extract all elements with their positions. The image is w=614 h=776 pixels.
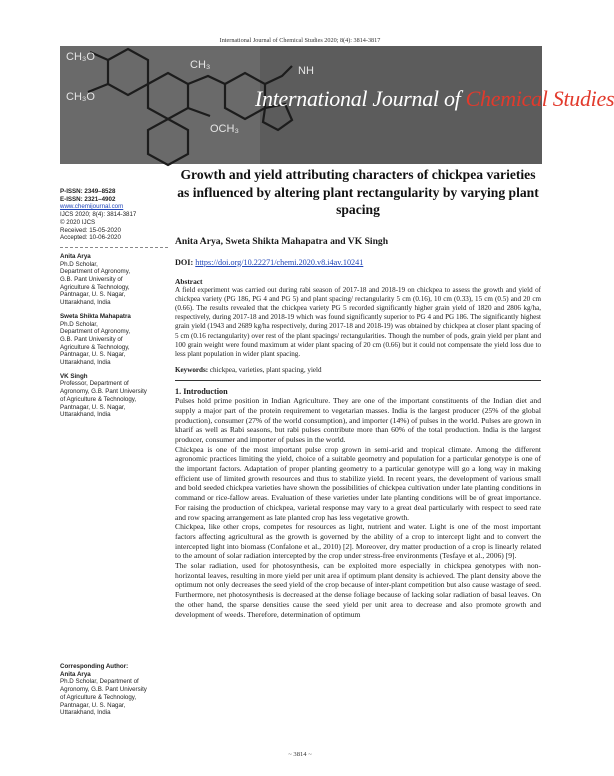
keywords-text: chickpea, varieties, plant spacing, yield	[209, 366, 322, 375]
author-affiliation: Department of Agronomy,	[60, 328, 131, 336]
corresponding-affiliation: Ph.D Scholar, Department of	[60, 678, 139, 686]
keywords-label: Keywords:	[175, 366, 209, 375]
body-paragraph: Chickpea is one of the most important pulse crop grown in semi-arid and tropical climate. Among the different agronomic practices limiting the yield, choice of a suitable geometry and population for a particular genotype is one of the important factors. Adaptation of proper planting geometry to a particular genotype will go a long way in making efficient use of limited growth resources and thus to stabilize yield. In recent years, the development of various small and bold seeded chickpea varieties have shown the possibilities of chickpea cultivation under late planting conditions in command or rice-fallow areas. Evaluation of these varieties under late planting conditions will be of great importance. For raising the production of chickpea, varietal response may vary to a great deal particularly with respect to seed rate and row spacing arrangement as late planted crop has less vegetative growth.	[175, 444, 541, 522]
journal-header-line: International Journal of Chemical Studies 2020; 8(4): 3814-3817	[219, 37, 381, 44]
abstract-heading: Abstract	[175, 276, 203, 286]
corresponding-author	[60, 663, 168, 717]
doi-link[interactable]: https://doi.org/10.22271/chemi.2020.v8.i4av.10241	[195, 257, 364, 267]
body-paragraph: Pulses hold prime position in Indian Agriculture. They are one of the important constituents of the Indian diet and supply a major part of the protein requirement to vegetarian masses. India is the largest producer (25% of the global production), consumer (27% of the world consumption), and importer (14%) of pulses in the world. Pulses are grown in kharif as well as Rabi seasons, but rabi pulses contribute more than 60% of the total production. India is the largest producer, consumer and importer of pulses in the world.	[175, 396, 541, 444]
corresponding-affiliation: Pantnagar, U. S. Nagar,	[60, 701, 126, 709]
keywords-line	[175, 366, 541, 374]
article-main	[175, 166, 541, 619]
author-affiliation: Agriculture & Technology,	[60, 343, 130, 351]
corresponding-affiliation: of Agriculture & Technology,	[60, 693, 137, 701]
article-authors: Anita Arya, Sweta Shikta Mahapatra and VK Singh	[175, 235, 389, 247]
corresponding-heading: Corresponding Author:	[60, 663, 129, 670]
doi-line	[175, 258, 541, 267]
formula-label: OCH₃	[210, 123, 239, 135]
doi-label: DOI:	[175, 257, 194, 267]
banner-title-main: International Journal of	[255, 86, 466, 111]
author-affiliation: Pantnagar, U. S. Nagar,	[60, 351, 126, 359]
author-affiliation: Professor, Department of	[60, 380, 129, 388]
copyright: © 2020 IJCS	[60, 218, 96, 226]
eissn: E-ISSN: 2321–4902	[60, 195, 116, 203]
author-affiliation: Uttarakhand, India	[60, 359, 111, 367]
corresponding-name: Anita Arya	[60, 670, 91, 678]
article-title: Growth and yield attributing characters of chickpea varieties as influenced by altering plant rectangularity by varying plant spacing	[177, 167, 539, 217]
pissn: P-ISSN: 2349–8528	[60, 188, 116, 195]
formula-label: CH₃	[190, 59, 211, 71]
author-affiliation: Pantnagar, U. S. Nagar,	[60, 291, 126, 299]
website-link[interactable]: www.chemijournal.com	[60, 203, 124, 211]
author-affiliation: Agriculture & Technology,	[60, 283, 130, 291]
ijcs-volume: IJCS 2020; 8(4): 3814-3817	[60, 211, 137, 219]
received-date: Received: 15-05-2020	[60, 226, 121, 234]
page-number: ~ 3814 ~	[288, 751, 312, 758]
introduction-heading: 1. Introduction	[175, 387, 228, 397]
journal-banner	[60, 46, 614, 164]
formula-label: CH₃O	[66, 51, 95, 63]
author-affiliation: Uttarakhand, India	[60, 299, 111, 307]
body-paragraph: The solar radiation, used for photosynthesis, can be exploited more especially in chickpea genotypes with non-horizontal leaves, resulting in more yield per unit area if optimum plant density is achieved. The plant density above the optimum not only decreases the seed yield of the crop because of inter-plant competition but also cause wastage of seed. Furthermore, net photosynthesis is decreased at the dense foliage because of lacking solar radiation of basal leaves. On the other hand, the sparse densities cause the seed yield per unit area to decrease and also promote growth and development of weeds. Therefore, determination of optimum	[175, 561, 541, 619]
sidebar	[60, 188, 168, 419]
corresponding-affiliation: Agronomy, G.B. Pant University	[60, 686, 147, 694]
author-affiliation: Agronomy, G.B. Pant University	[60, 388, 147, 396]
author-name: Sweta Shikta Mahapatra	[60, 312, 131, 320]
author-affiliation: G.B. Pant University of	[60, 335, 123, 343]
section-divider	[175, 380, 541, 381]
author-affiliation: Ph.D Scholar,	[60, 260, 98, 268]
author-affiliation: of Agriculture & Technology,	[60, 395, 137, 403]
author-affiliation: Uttarakhand, India	[60, 411, 111, 419]
author-name: VK Singh	[60, 372, 88, 380]
author-affiliation: Pantnagar, U. S. Nagar,	[60, 403, 126, 411]
body-paragraph: Chickpea, like other crops, competes for resources as light, nutrient and water. Light is one of the most important factors affecting agricultural as the growth is governed by the ability of a crop to intercept light and to convert the intercepted light into biomass (Confalone et al., 2010) [2]. Moreover, dry matter production of a crop is linearly related to the amount of solar radiation intercepted by the crop under stress-free environments (Tesfaye et al., 2006) [9].	[175, 522, 541, 561]
formula-label: CH₃O	[66, 91, 95, 103]
author-name: Anita Arya	[60, 252, 91, 260]
author-affiliation: G.B. Pant University of	[60, 276, 123, 284]
author-affiliation: Department of Agronomy,	[60, 268, 131, 276]
abstract-text: A field experiment was carried out during rabi season of 2017-18 and 2018-19 on chickpea to assess the growth and yield of chickpea variety (PG 186, PG 4 and PG 5) and plant spacing/ rectangularity 5 cm (0.16), 10 cm (0.33), 15 cm (0.5) and 20 cm (0.66). The results revealed that the chickpea variety PG 5 recorded significantly higher grain yield of 1820 and 2806 kg/ha, respectively, during 2017-18 and 2018-19 which was found significantly superior to PG 4 and PG 186. The significantly highest grain yield (1943 and 2689 kg/ha respectively, during 2017-18 and 2018-19) was obtained by chickpea at closer plant spacing of 5 cm (0.16 rectangularity) over rest of the plant spacings/ rectangularities. Though the number of pods, grain yield per plant and 100 grain weight were found maximum at wider plant spacing of 20 cm (0.66) but it could not compensate the yield loss due to less plant population in wider plant spacing.	[175, 285, 541, 358]
formula-label: NH	[298, 65, 314, 77]
banner-title	[255, 86, 614, 112]
divider	[60, 247, 168, 248]
corresponding-affiliation: Uttarakhand, India	[60, 709, 111, 717]
banner-title-accent: Chemical Studies	[465, 86, 614, 111]
author-affiliation: Ph.D Scholar,	[60, 320, 98, 328]
accepted-date: Accepted: 10-06-2020	[60, 234, 121, 242]
